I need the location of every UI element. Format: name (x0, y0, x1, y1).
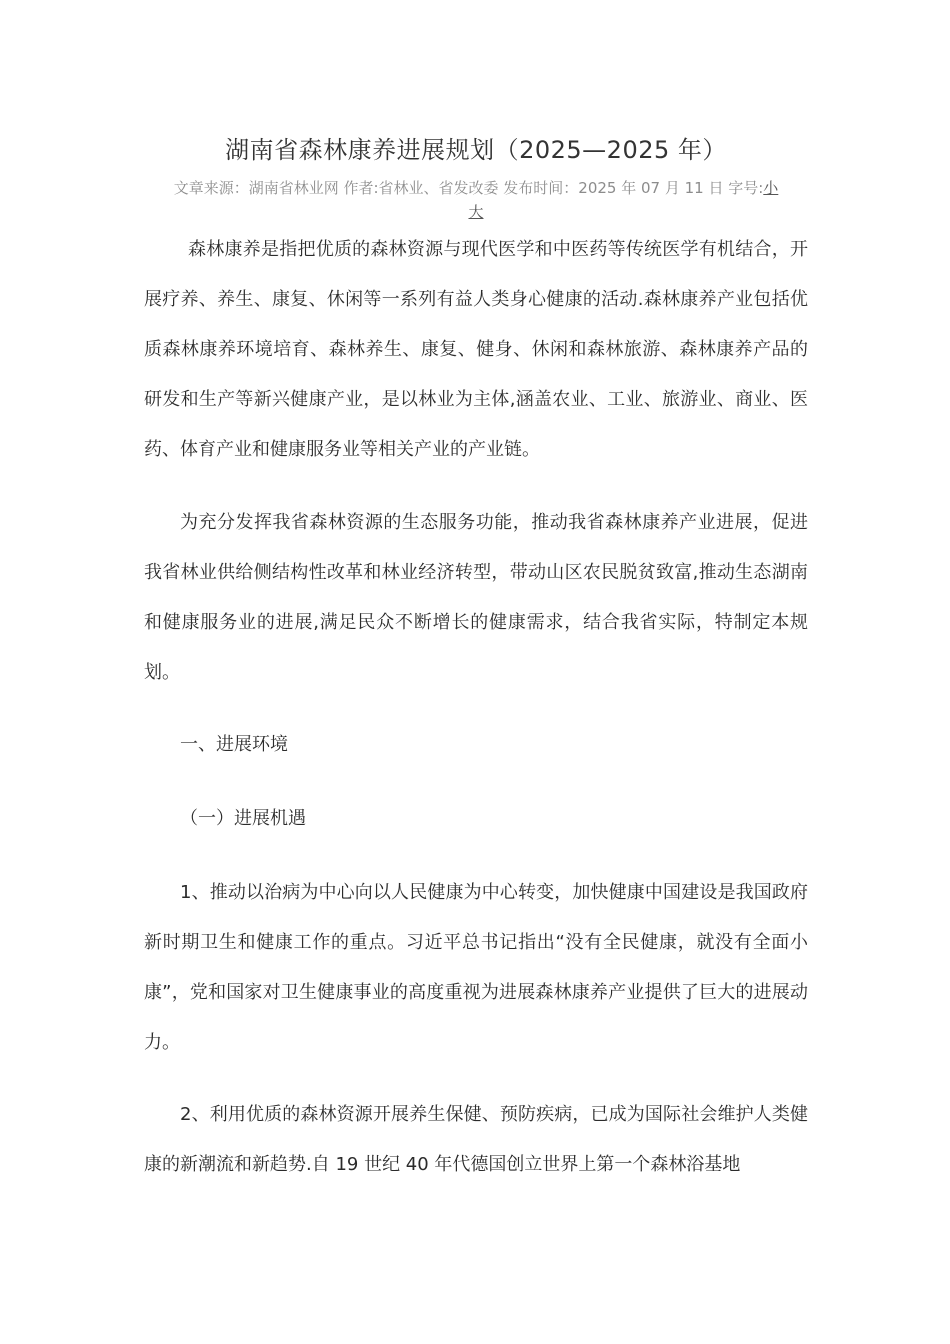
subsection-heading: （一）进展机遇 (180, 808, 306, 829)
font-size-large-link[interactable]: 大 (468, 203, 484, 221)
paragraph-intro: 森林康养是指把优质的森林资源与现代医学和中医药等传统医学有机结合，开展疗养、养生、康复、休闲等一系列有益人类身心健康的活动.森林康养产业包括优质森林康养环境培育、森林养生、康复、健身、休闲和森林旅游、森林康养产品的研发和生产等新兴健康产业，是以林业为主体,涵盖农业、工业、旅游业、商业、医药、体育产业和健康服务业等相关产业的产业链。 (144, 239, 808, 460)
paragraph-point-2: 2、利用优质的森林资源开展养生保健、预防疾病，已成为国际社会维护人类健康的新潮流和新趋势.自 19 世纪 40 年代德国创立世界上第一个森林浴基地 (144, 1104, 808, 1175)
article-meta (144, 176, 808, 224)
paragraph-point-1: 1、推动以治病为中心向以人民健康为中心转变，加快健康中国建设是我国政府新时期卫生和健康工作的重点。习近平总书记指出“没有全民健康，就没有全面小康”，党和国家对卫生健康事业的高度重视为进展森林康养产业提供了巨大的进展动力。 (144, 882, 808, 1053)
meta-info: 文章来源：湖南省林业网 作者:省林业、省发改委 发布时间：2025 年 07 月 11 日 字号: (173, 179, 764, 197)
font-size-small-link[interactable]: 小 (763, 179, 779, 197)
section-heading: 一、进展环境 (180, 734, 288, 755)
article-title: 湖南省森林康养进展规划（2025—2025 年） (225, 136, 727, 164)
paragraph-purpose: 为充分发挥我省森林资源的生态服务功能，推动我省森林康养产业进展，促进我省林业供给侧结构性改革和林业经济转型，带动山区农民脱贫致富,推动生态湖南和健康服务业的进展,满足民众不断增长的健康需求，结合我省实际，特制定本规划。 (144, 512, 808, 683)
